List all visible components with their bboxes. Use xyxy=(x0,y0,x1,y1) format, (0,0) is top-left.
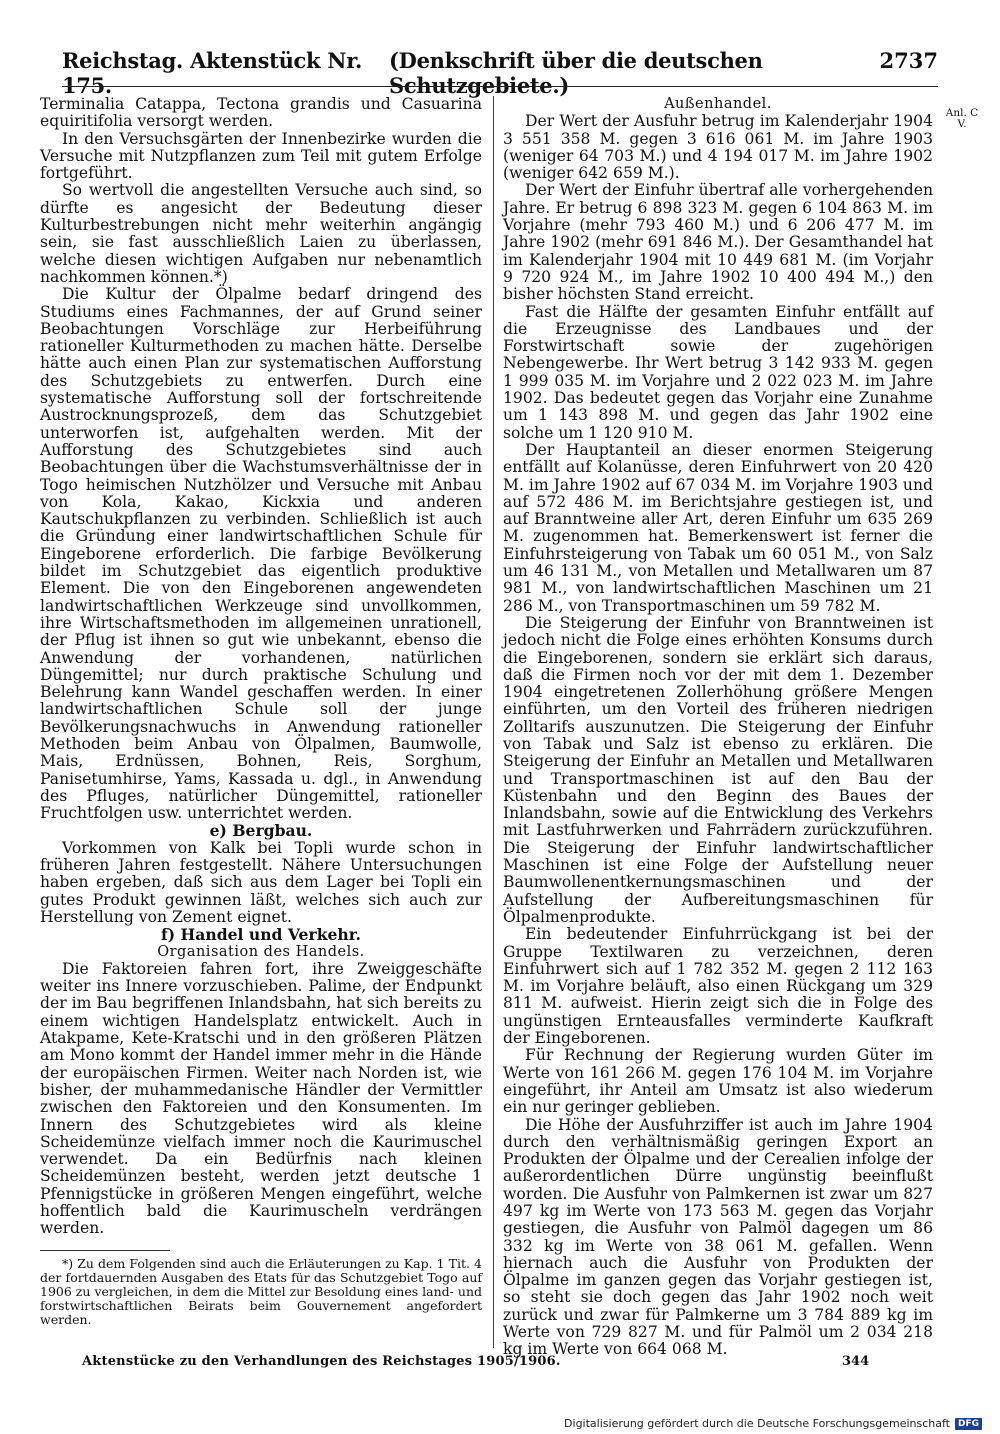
section-heading-handel: f) Handel und Verkehr. xyxy=(161,925,361,945)
header-subtitle: (Denkschrift über die deutschen Schutzgebiete.) xyxy=(389,48,763,98)
credit-text: Digitalisierung gefördert durch die Deutsche Forschungsgemeinschaft xyxy=(564,1417,950,1430)
paragraph: In den Versuchsgärten der Innenbezirke wurden die Versuche mit Nutzpflanzen zum Teil mit gutem Erfolge fortgeführt. xyxy=(40,129,482,183)
paragraph: Vorkommen von Kalk bei Topli wurde schon in früheren Jahren festgestellt. Nähere Untersuchungen haben ergeben, daß sich aus dem Lager bei Topli ein gutes Produkt gewinnen läßt, welches sich auch zur Herstellung von Zement eignet. xyxy=(40,838,482,926)
paragraph: Ein bedeutender Einfuhrrückgang ist bei der Gruppe Textilwaren zu verzeichnen, deren Einfuhrwert sich auf 1 782 352 M. gegen 2 112 163 M. im Vorjahre beläuft, also einen Rückgang um 329 811 M. aufweist. Hierin zeigt sich die in Folge des ungünstigen Ernteausfalles verminderte Kaufkraft der Eingeborenen. xyxy=(503,925,933,1048)
paragraph: Die Faktoreien fahren fort, ihre Zweiggeschäfte weiter ins Innere vorzuschieben. Palime, der Endpunkt der im Bau begriffenen Inlandsbahn, hat sich bereits zu einem wichtigen Handelsplatz entwickelt. Auch in Atakpame, Kete-Kratschi und in den größeren Plätzen am Mono kommt der Handel immer mehr in die Hände der europäischen Firmen. Weiter nach Norden ist, wie bisher, der muhammedanische Händler der Vermittler zwischen den Faktoreien und den Konsumenten. Im Innern des Schutzgebietes wird als kleine Scheidemünze vielfach immer noch die Kaurimuschel verwendet. Da ein Bedürfnis nach kleinen Scheidemünzen besteht, werden jetzt deutsche 1 Pfennigstücke in größeren Mengen eingeführt, welche hoffentlich bald die Kaurimuscheln verdrängen werden. xyxy=(40,959,482,1238)
subheading-organisation: Organisation des Handels. xyxy=(157,943,365,960)
header-rule xyxy=(62,86,938,87)
page-header xyxy=(62,48,938,98)
paragraph: Für Rechnung der Regierung wurden Güter im Werte von 161 266 M. gegen 176 104 M. im Vorjahre eingeführt, ihr Anteil am Umsatz ist also wiederum ein nur geringer geblieben. xyxy=(503,1046,933,1117)
column-divider xyxy=(493,96,494,1348)
paragraph: Der Wert der Einfuhr übertraf alle vorhergehenden Jahre. Er betrug 6 898 323 M. gegen 6 104 863 M. im Vorjahre (mehr 793 460 M.) und 6 206 477 M. im Jahre 1902 (mehr 691 846 M.). Der Gesamthandel hat im Kalenderjahr 1904 mit 10 449 681 M. (im Vorjahr 9 720 924 M., im Jahre 1902 10 400 494 M.,) den bisher höchsten Stand erreicht. xyxy=(503,181,933,304)
page-number: 2737 xyxy=(879,48,938,73)
left-column xyxy=(40,96,482,1327)
footer-source: Aktenstücke zu den Verhandlungen des Reichstages 1905/1906. xyxy=(82,1354,561,1369)
header-title: Reichstag. Aktenstück Nr. 175. xyxy=(62,48,363,98)
right-column xyxy=(503,96,933,1359)
paragraph: Die Höhe der Ausfuhrziffer ist auch im Jahre 1904 durch den verhältnismäßig geringen Export an Produkten der Ölpalme und der Cerealien infolge der außerordentlichen Dürre ungünstig beeinflußt worden. Die Ausfuhr von Palmkernen ist zwar um 827 497 kg im Werte von 173 563 M. gegen das Vorjahr gestiegen, die Ausfuhr von Palmöl dagegen um 86 332 kg im Werte von 38 061 M. gefallen. Wenn hiernach auch die Ausfuhr von Produkten der Ölpalme im ganzen gegen das Vorjahr gestiegen ist, so steht sie doch gegen das Jahr 1902 noch weit zurück und zwar für Palmkerne um 3 784 889 kg im Werte von 729 827 M. und für Palmöl um 2 034 218 kg im Werte von 664 068 M. xyxy=(503,1115,933,1359)
paragraph: Die Kultur der Ölpalme bedarf dringend des Studiums eines Fachmannes, der auf Grund seiner Beobachtungen Vorschläge zur Herbeiführung rationeller Kulturmethoden zu machen hätte. Derselbe hätte auch einen Plan zur systematischen Aufforstung des Schutzgebiets zu entwerfen. Durch eine systematische Aufforstung soll der fortschreitende Austrocknungsprozeß, dem das Schutzgebiet unterworfen ist, aufgehalten werden. Mit der Aufforstung des Schutzgebietes sind auch Beobachtungen über die Wachstumsverhältnisse der in Togo heimischen Nutzhölzer und Versuche mit Anbau von Kola, Kakao, Kickxia und anderen Kautschukpflanzen zu verbinden. Schließlich ist auch die Gründung einer landwirtschaftlichen Schule für Eingeborene erforderlich. Die farbige Bevölkerung bildet im Schutzgebiet das eigentlich produktive Element. Die von den Eingeborenen angewendeten landwirtschaftlichen Werkzeuge sind unvollkommen, ihre Wirtschaftsmethoden im allgemeinen unrationell, der Pflug ist ihnen so gut wie unbekannt, ebenso die Anwendung der vorhandenen, natürlichen Düngemittel; nur durch praktische Schulung und Belehrung kann Wandel geschaffen werden. In einer landwirtschaftlichen Schule soll der junge Bevölkerungsnachwuchs in Anwendung rationeller Methoden beim Anbau von Ölpalmen, Baumwolle, Mais, Erdnüssen, Bohnen, Reis, Sorghum, Panisetumhirse, Yams, Kassada u. dgl., in Anwendung des Pfluges, natürlicher Düngemittel, rationeller Fruchtfolgen usw. unterrichtet werden. xyxy=(40,285,482,823)
margin-note: Anl. C V. xyxy=(945,107,979,130)
paragraph: Die Steigerung der Einfuhr von Branntweinen ist jedoch nicht die Folge eines erhöhten Konsums durch die Eingeborenen, sondern sie erklärt sich daraus, daß die Firmen noch vor der mit dem 1. Dezember 1904 eingetretenen Zollerhöhung größere Mengen einführten, um den Vorteil des früheren niedrigen Zolltarifs auszunutzen. Die Steigerung der Einfuhr von Tabak und Salz ist ebenso zu erklären. Die Steigerung der Einfuhr an Metallen und Metallwaren und Transportmaschinen ist auf den Bau der Küstenbahn und den Beginn des Baues der Inlandsbahn, sowie auf die Entwicklung des Verkehrs mit Lastfuhrwerken und Fahrrädern zurückzuführen. Die Steigerung der Einfuhr landwirtschaftlicher Maschinen ist eine Folge der Aufstellung neuer Baumwollenentkernungsmaschinen und der Aufstellung der Aufbereitungsmaschinen für Ölpalmenprodukte. xyxy=(503,613,933,926)
digitization-credit xyxy=(564,1417,982,1430)
paragraph: Terminalia Catappa, Tectona grandis und Casuarina equiritifolia versorgt werden. xyxy=(40,95,482,131)
paragraph: Der Wert der Ausfuhr betrug im Kalenderjahr 1904 3 551 358 M. gegen 3 616 061 M. im Jahre 1903 (weniger 64 703 M.) und 4 194 017 M. im Jahre 1902 (weniger 642 659 M.). xyxy=(503,112,933,183)
subheading-aussenhandel: Außenhandel. xyxy=(664,96,772,112)
footer-page-number: 344 xyxy=(842,1354,870,1369)
section-heading-bergbau: e) Bergbau. xyxy=(209,821,313,841)
paragraph: Fast die Hälfte der gesamten Einfuhr entfällt auf die Erzeugnisse des Landbaues und der Forstwirtschaft sowie der zugehörigen Nebengewerbe. Ihr Wert betrug 3 142 933 M. gegen 1 999 035 M. im Vorjahre und 2 022 023 M. im Jahre 1902. Das bedeutet gegen das Vorjahr eine Zunahme um 1 143 898 M. und gegen das Jahr 1902 eine solche um 1 120 910 M. xyxy=(503,302,933,442)
footnote: *) Zu dem Folgenden sind auch die Erläuterungen zu Kap. 1 Tit. 4 der fortdauernden Ausgaben des Etats für das Schutzgebiet Togo auf 1906 zu vergleichen, in dem die Mittel zur Besoldung eines land- und forstwirtschaftlichen Beirats beim Gouvernement angefordert werden. xyxy=(40,1255,482,1327)
dfg-logo-icon: DFG xyxy=(955,1418,982,1430)
paragraph: Der Hauptanteil an dieser enormen Steigerung entfällt auf Kolanüsse, deren Einfuhrwert von 20 420 M. im Jahre 1902 auf 67 034 M. im Vorjahre 1903 und auf 572 486 M. im Berichtsjahre gestiegen ist, und auf Branntweine aller Art, deren Einfuhr um 635 269 M. zugenommen hat. Bemerkenswert ist ferner die Einfuhrsteigerung von Tabak um 60 051 M., von Salz um 46 131 M., von Metallen und Metallwaren um 87 981 M., von landwirtschaftlichen Maschinen um 21 286 M., von Transportmaschinen um 59 782 M. xyxy=(503,440,933,615)
footnote-rule xyxy=(40,1250,170,1251)
paragraph: So wertvoll die angestellten Versuche auch sind, so dürfte es angesicht der Bedeutung dieser Kulturbestrebungen nicht mehr weiterhin angängig sein, sie fast ausschließlich Laien zu überlassen, welche diesen wichtigen Aufgaben nur nebenamtlich nachkommen können.*) xyxy=(40,181,482,286)
